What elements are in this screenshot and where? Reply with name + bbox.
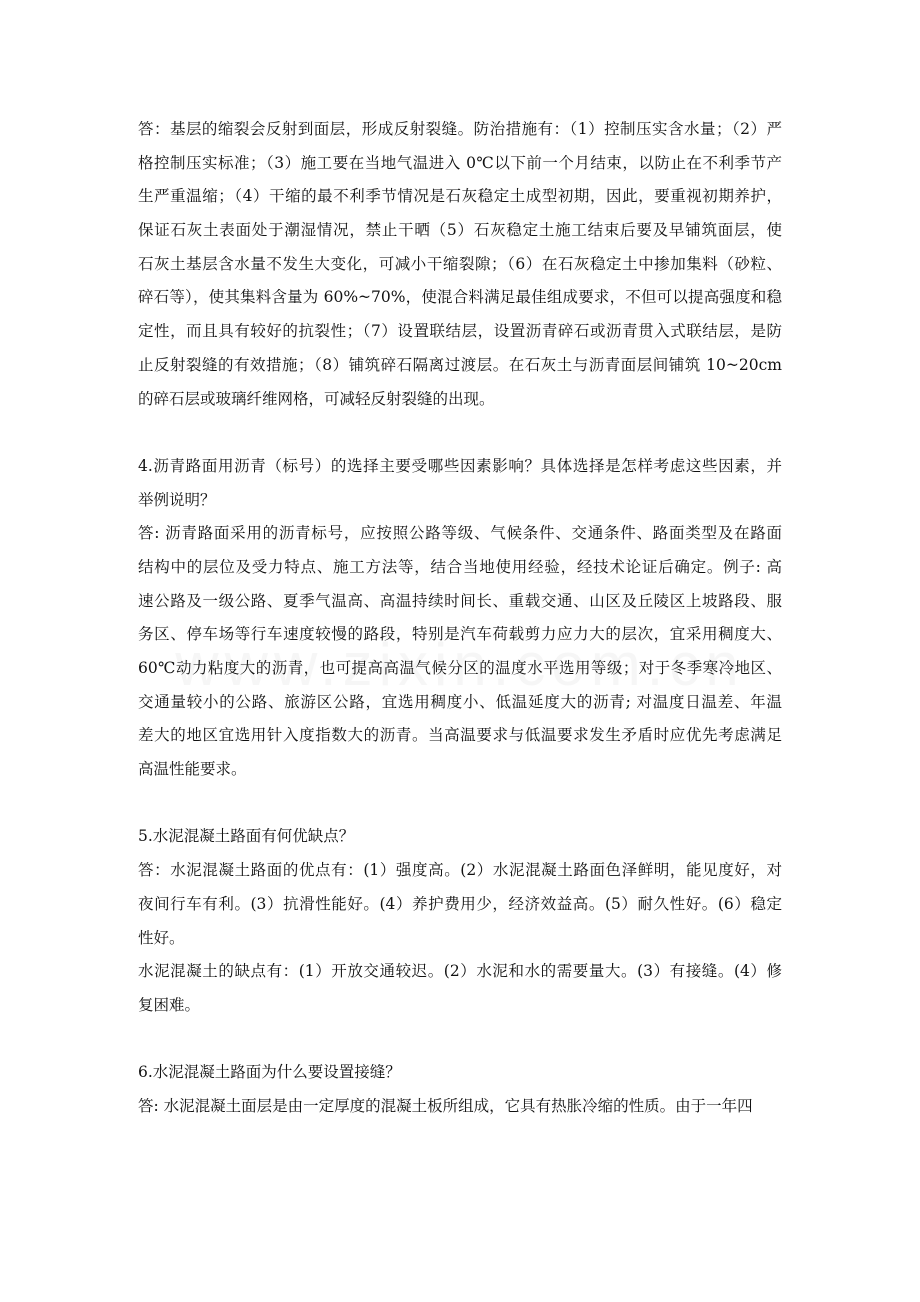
document-body xyxy=(138,113,782,1124)
text-line: 差大的地区宜选用针入度指数大的沥青。当高温要求与低温要求发生矛盾时应优先考虑满足 xyxy=(138,726,782,745)
answer-paragraph xyxy=(138,854,782,955)
text-line: 止反射裂缝的有效措施；（8）铺筑碎石隔离过渡层。在石灰土与沥青面层间铺筑 10~20cm xyxy=(138,355,782,374)
text-line: 水泥混凝土的缺点有：(1）开放交通较迟。(2）水泥和水的需要量大。(3）有接缝。(4）修 xyxy=(138,962,782,981)
text-line: 速公路及一级公路、夏季气温高、高温持续时间长、重载交通、山区及丘陵区上坡路段、服 xyxy=(138,591,782,610)
text-line: 保证石灰土表面处于潮湿情况，禁止干晒（5）石灰稳定土施工结束后要及早铺筑面层，使 xyxy=(138,221,782,240)
text-line: 石灰土基层含水量不发生大变化，可减小干缩裂隙；（6）在石灰稳定土中掺加集料（砂粒、 xyxy=(138,254,782,273)
paragraph-spacer xyxy=(138,416,782,450)
text-line: 定性，而且具有较好的抗裂性；（7）设置联结层，设置沥青碎石或沥青贯入式联结层，是防 xyxy=(138,322,782,341)
question-heading xyxy=(138,820,782,854)
question-heading xyxy=(138,1056,782,1090)
text-line: 的碎石层或玻璃纤维网格，可减轻反射裂缝的出现。 xyxy=(138,389,495,408)
text-line: 生严重温缩；（4）干缩的最不利季节情况是石灰稳定土成型初期，因此，要重视初期养护， xyxy=(138,187,782,206)
paragraph-spacer xyxy=(138,787,782,821)
text-line: 夜间行车有利。(3）抗滑性能好。(4）养护费用少，经济效益高。(5）耐久性好。(6）稳定 xyxy=(138,894,782,913)
text-line: 务区、停车场等行车速度较慢的路段，特别是汽车荷载剪力应力大的层次，宜采用稠度大、 xyxy=(138,625,782,644)
text-line: 答：水泥混凝土路面的优点有：(1）强度高。(2）水泥混凝土路面色泽鲜明，能见度好，对 xyxy=(138,861,782,880)
text-line: 举例说明？ xyxy=(138,490,216,509)
question-heading xyxy=(138,450,782,517)
text-line: 复困难。 xyxy=(138,995,201,1014)
text-line: 答: 沥青路面采用的沥青标号，应按照公路等级、气候条件、交通条件、路面类型及在路面 xyxy=(138,524,782,543)
text-line: 答：基层的缩裂会反射到面层，形成反射裂缝。防治措施有：（1）控制压实含水量；（2）严 xyxy=(138,120,782,138)
text-line: 性好。 xyxy=(138,928,185,947)
answer-paragraph xyxy=(138,955,782,1022)
text-line: 交通量较小的公路、旅游区公路，宜选用稠度小、低温延度大的沥青; 对温度日温差、年温 xyxy=(138,692,782,711)
text-line: 格控制压实标准；（3）施工要在当地气温进入 0℃以下前一个月结束，以防止在不利季节产 xyxy=(138,153,782,172)
text-line: 碎石等），使其集料含量为 60%~70%，使混合料满足最佳组成要求，不但可以提高强度和稳 xyxy=(138,288,782,307)
answer-paragraph xyxy=(138,1090,782,1124)
text-line: 6.水泥混凝土路面为什么要设置接缝？ xyxy=(138,1063,401,1082)
text-line: 答: 水泥混凝土面层是由一定厚度的混凝土板所组成，它具有热胀冷缩的性质。由于一年四 xyxy=(138,1096,753,1115)
text-line: 结构中的层位及受力特点、施工方法等，结合当地使用经验，经技术论证后确定。例子: 高 xyxy=(138,557,782,576)
answer-paragraph xyxy=(138,517,782,787)
text-line: 4.沥青路面用沥青（标号）的选择主要受哪些因素影响？具体选择是怎样考虑这些因素，并 xyxy=(138,456,782,475)
paragraph-spacer xyxy=(138,1023,782,1057)
text-line: 高温性能要求。 xyxy=(138,760,247,779)
text-line: 60℃动力粘度大的沥青，也可提高高温气候分区的温度水平选用等级；对于冬季寒冷地区、 xyxy=(138,659,782,677)
text-line: 5.水泥混凝土路面有何优缺点？ xyxy=(138,827,355,846)
answer-paragraph xyxy=(138,113,782,416)
